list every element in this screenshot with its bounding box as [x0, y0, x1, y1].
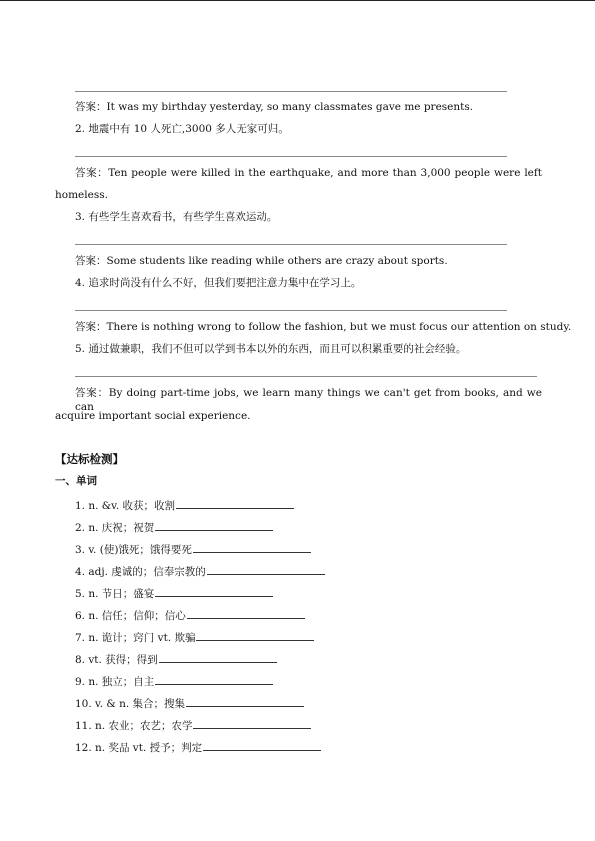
answer-text — [75, 166, 542, 180]
question-text: 4. 追求时尚没有什么不好，但我们要把注意力集中在学习上。 — [75, 277, 362, 289]
question-text: 5. 通过做兼职，我们不但可以学到书本以外的东西，而且可以积累重要的社会经验。 — [75, 343, 467, 355]
answer-text-continued: acquire important social experience. — [55, 410, 251, 422]
answer-label: 答案： — [75, 101, 107, 113]
fill-blank[interactable] — [193, 541, 311, 553]
answer-text — [75, 320, 571, 334]
fill-blank[interactable] — [187, 607, 305, 619]
vocab-item: 4. adj. 虔诚的；信奉宗教的 — [75, 563, 325, 579]
vocab-item: 11. n. 农业；农艺；农学 — [75, 717, 311, 733]
answer-label: 答案： — [75, 255, 107, 267]
answer-content: By doing part-time jobs, we learn many things we can't get from books, and we can — [75, 387, 543, 413]
vocab-item: 6. n. 信任；信仰；信心 — [75, 607, 305, 623]
answer-text — [75, 100, 473, 114]
vocab-item: 7. n. 诡计；窍门 vt. 欺骗 — [75, 629, 314, 645]
fill-blank[interactable] — [186, 695, 304, 707]
subsection-title: 一、单词 — [55, 475, 97, 487]
answer-line — [75, 244, 507, 245]
fill-blank[interactable] — [159, 651, 277, 663]
fill-blank[interactable] — [193, 717, 311, 729]
fill-blank[interactable] — [155, 585, 273, 597]
answer-content: There is nothing wrong to follow the fashion, but we must focus our attention on study. — [106, 321, 572, 333]
answer-content: It was my birthday yesterday, so many classmates gave me presents. — [106, 101, 474, 113]
vocab-item: 3. v. (使)饿死；饿得要死 — [75, 541, 311, 557]
fill-blank[interactable] — [155, 673, 273, 685]
answer-line — [75, 376, 537, 377]
answer-label: 答案： — [75, 321, 107, 333]
vocab-item: 9. n. 独立；自主 — [75, 673, 273, 689]
answer-label: 答案： — [75, 167, 109, 179]
vocab-item: 1. n. &v. 收获；收割 — [75, 497, 294, 513]
answer-text-continued: homeless. — [55, 189, 108, 201]
fill-blank[interactable] — [203, 739, 321, 751]
vocab-item: 2. n. 庆祝；祝贺 — [75, 519, 273, 535]
fill-blank[interactable] — [207, 563, 325, 575]
vocab-item: 12. n. 奖品 vt. 授予；判定 — [75, 739, 321, 755]
fill-blank[interactable] — [155, 519, 273, 531]
answer-text — [75, 254, 448, 268]
answer-line — [75, 310, 507, 311]
answer-label: 答案： — [75, 387, 109, 399]
question-text: 2. 地震中有 10 人死亡,3000 多人无家可归。 — [75, 123, 289, 135]
vocab-item: 8. vt. 获得；得到 — [75, 651, 277, 667]
fill-blank[interactable] — [196, 629, 314, 641]
answer-line — [75, 91, 507, 92]
answer-content: Ten people were killed in the earthquake, and more than 3,000 people were left — [108, 167, 543, 179]
vocab-item: 10. v. & n. 集合；搜集 — [75, 695, 304, 711]
question-text: 3. 有些学生喜欢看书，有些学生喜欢运动。 — [75, 211, 278, 223]
section-title: 【达标检测】 — [55, 452, 124, 466]
answer-content: Some students like reading while others are crazy about sports. — [106, 255, 448, 267]
vocab-item: 5. n. 节日；盛宴 — [75, 585, 273, 601]
answer-line — [75, 156, 507, 157]
fill-blank[interactable] — [176, 497, 294, 509]
